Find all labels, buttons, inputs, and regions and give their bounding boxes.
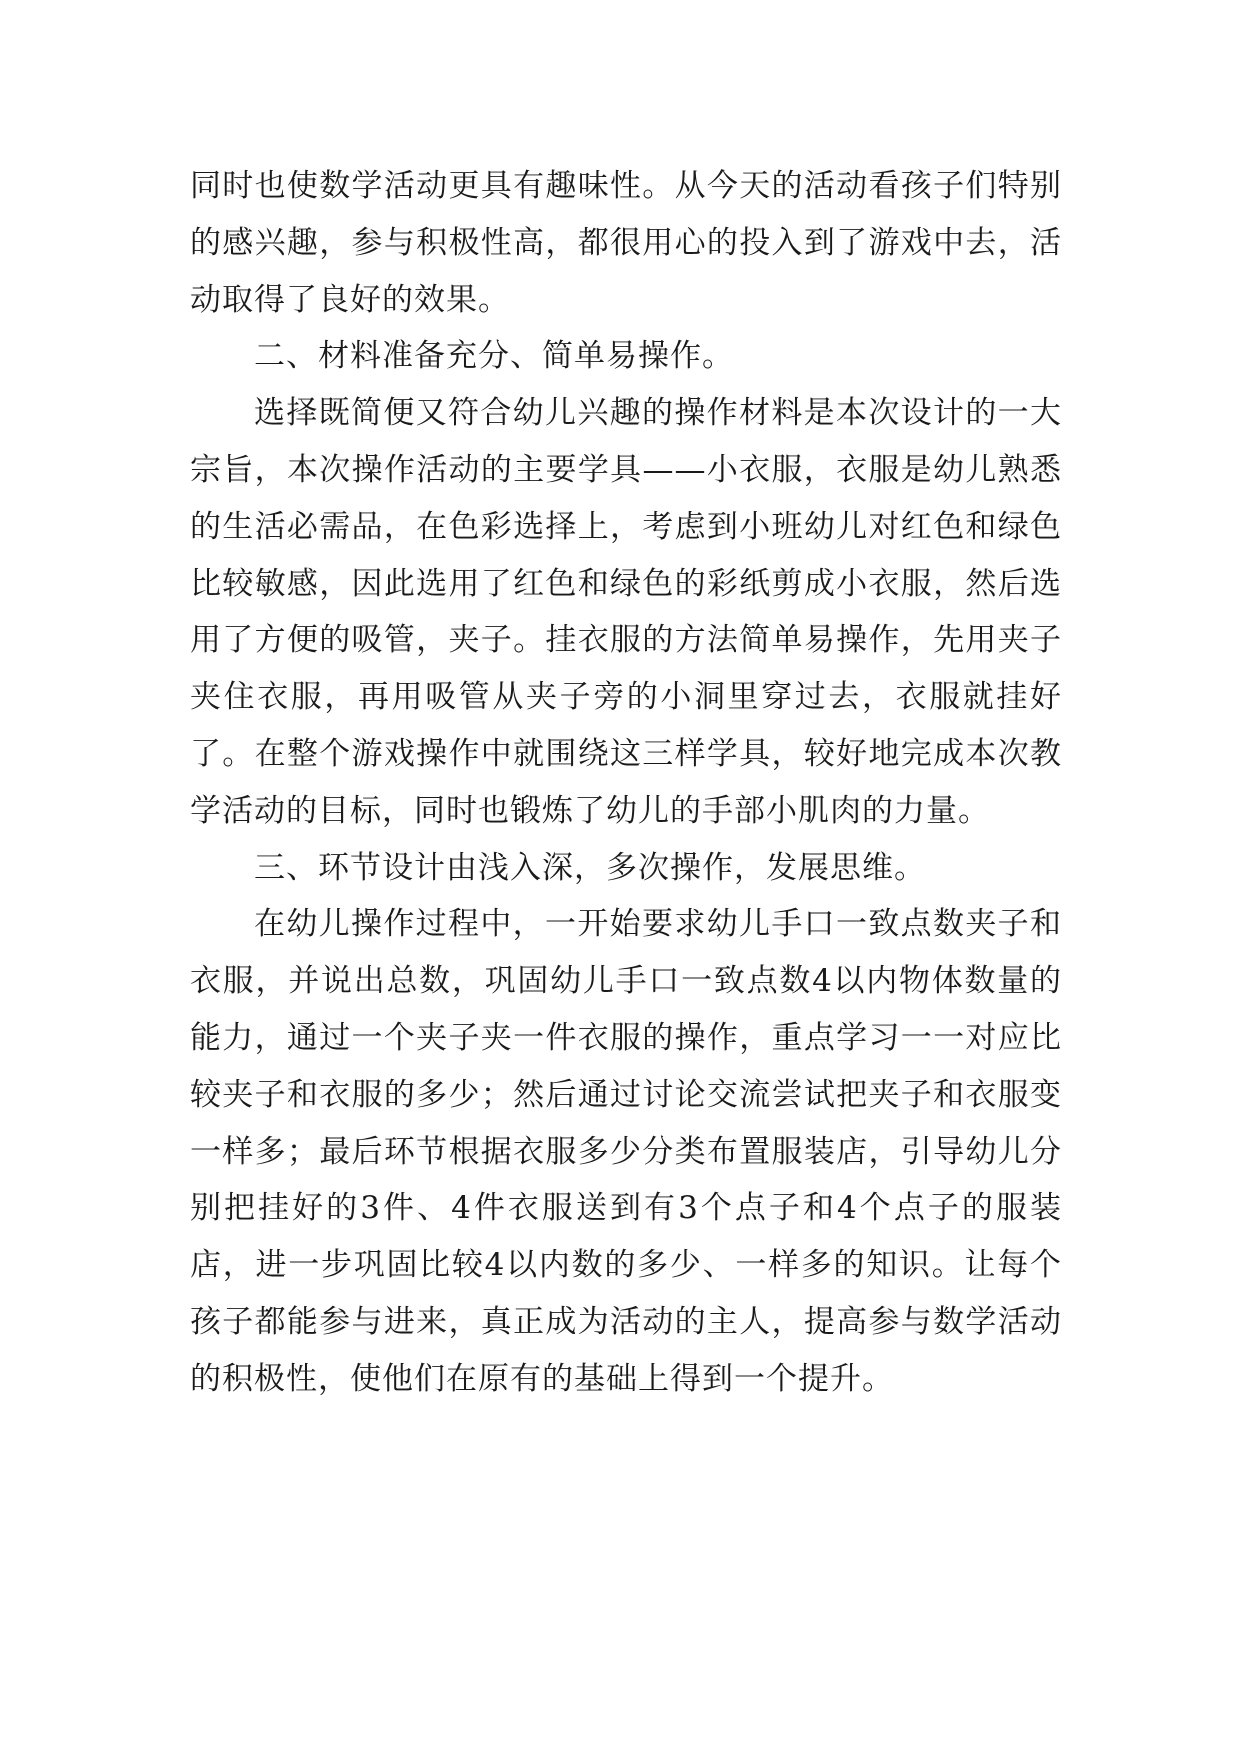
paragraph-continuation: 同时也使数学活动更具有趣味性。从今天的活动看孩子们特别的感兴趣，参与积极性高，都很用心的投入到了游戏中去，活动取得了良好的效果。 [190,168,1062,318]
section-heading-materials: 二、材料准备充分、简单易操作。 [254,338,734,375]
section-heading-design: 三、环节设计由浅入深，多次操作，发展思维。 [254,849,926,886]
paragraph-materials: 选择既简便又符合幼儿兴趣的操作材料是本次设计的一大宗旨，本次操作活动的主要学具——小衣服，衣服是幼儿熟悉的生活必需品，在色彩选择上，考虑到小班幼儿对红色和绿色比较敏感，因此选用了红色和绿色的彩纸剪成小衣服，然后选用了方便的吸管，夹子。挂衣服的方法简单易操作，先用夹子夹住衣服，再用吸管从夹子旁的小洞里穿过去，衣服就挂好了。在整个游戏操作中就围绕这三样学具，较好地完成本次教学活动的目标，同时也锻炼了幼儿的手部小肌肉的力量。 [190,395,1062,829]
document-body [190,158,1062,1408]
paragraph-design: 在幼儿操作过程中，一开始要求幼儿手口一致点数夹子和衣服，并说出总数，巩固幼儿手口一致点数4以内物体数量的能力，通过一个夹子夹一件衣服的操作，重点学习一一对应比较夹子和衣服的多少；然后通过讨论交流尝试把夹子和衣服变一样多；最后环节根据衣服多少分类布置服装店，引导幼儿分别把挂好的3件、4件衣服送到有3个点子和4个点子的服装店，进一步巩固比较4以内数的多少、一样多的知识。让每个孩子都能参与进来，真正成为活动的主人，提高参与数学活动的积极性，使他们在原有的基础上得到一个提升。 [190,906,1062,1397]
